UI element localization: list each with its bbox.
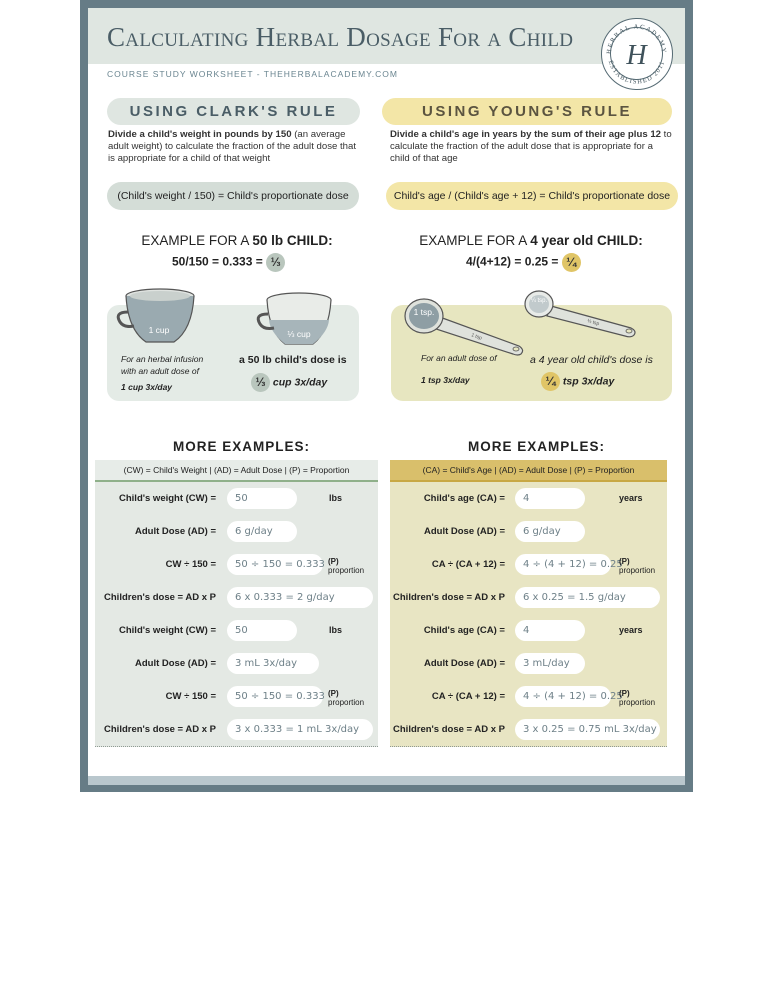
- seal-letter: H: [626, 40, 647, 71]
- fraction-badge: ¼: [541, 372, 560, 391]
- unit-label: lbs: [329, 493, 343, 503]
- row-label: Child's age (CA) =: [423, 493, 505, 504]
- unit-label: years: [619, 493, 643, 503]
- clarks-rule-description: Divide a child's weight in pounds by 150 (an average adult weight) to calculate the fraction of the adult dose that is appropriate for a child of that weight: [108, 129, 356, 164]
- row-label: CA ÷ (CA + 12) =: [431, 559, 505, 570]
- table-row: [95, 548, 378, 582]
- clarks-rule-heading: USING CLARK'S RULE: [107, 98, 360, 125]
- value-field: 6 x 0.25 = 1.5 g/day: [515, 587, 660, 608]
- youngs-rule-heading: USING YOUNG'S RULE: [382, 98, 672, 125]
- value-field: 3 mL/day: [515, 653, 585, 674]
- page-subtitle: COURSE STUDY WORKSHEET - THEHERBALACADEMY.COM: [107, 69, 398, 79]
- young-legend: (CA) = Child's Age | (AD) = Adult Dose | (P) = Proportion: [390, 460, 667, 482]
- page-title: Calculating Herbal Dosage For a Child: [107, 22, 574, 52]
- value-field: 3 x 0.25 = 0.75 mL 3x/day: [515, 719, 660, 740]
- svg-text:⅓ cup: ⅓ cup: [287, 329, 311, 339]
- clark-example-equation: 50/150 = 0.333 = ⅓: [172, 253, 285, 272]
- value-field: 4 ÷ (4 + 12) = 0.25: [515, 554, 611, 575]
- measuring-spoon-icon: [521, 284, 651, 344]
- clark-legend: (CW) = Child's Weight | (AD) = Adult Dose | (P) = Proportion: [95, 460, 378, 482]
- seal-bottom-text: ESTABLISHED 2011: [606, 59, 667, 86]
- value-field: 50 ÷ 150 = 0.333: [227, 686, 323, 707]
- table-row: [390, 713, 667, 747]
- clark-adult-dose-note: For an herbal infusion with an adult dose of 1 cup 3x/day: [121, 354, 204, 392]
- value-field: 6 g/day: [515, 521, 585, 542]
- table-row: [95, 482, 378, 516]
- table-row: [95, 680, 378, 714]
- fraction-badge: ¼: [562, 253, 581, 272]
- young-example-equation: 4/(4+12) = 0.25 = ¼: [466, 253, 581, 272]
- value-field: 4: [515, 488, 585, 509]
- proportion-marker: (P) proportion: [328, 557, 365, 575]
- value-field: 50 ÷ 150 = 0.333: [227, 554, 323, 575]
- clarks-rule-formula: (Child's weight / 150) = Child's proportionate dose: [107, 182, 359, 210]
- cup-icon: [255, 290, 341, 352]
- young-adult-dose-note: For an adult dose of 1 tsp 3x/day: [421, 353, 497, 385]
- proportion-marker: (P) proportion: [619, 689, 656, 707]
- clark-child-dose-label: a 50 lb child's dose is: [239, 354, 347, 366]
- clark-example-title: EXAMPLE FOR A 50 lb CHILD:: [141, 233, 333, 248]
- row-label: CA ÷ (CA + 12) =: [431, 691, 505, 702]
- proportion-marker: (P) proportion: [619, 557, 656, 575]
- measuring-spoon-icon: [401, 288, 531, 360]
- row-label: CW ÷ 150 =: [165, 559, 216, 570]
- clark-child-dose-value: ⅓ cup 3x/day: [251, 373, 327, 392]
- row-label: Adult Dose (AD) =: [423, 658, 505, 669]
- youngs-rule-formula: Child's age / (Child's age + 12) = Child's proportionate dose: [386, 182, 678, 210]
- row-label: Adult Dose (AD) =: [423, 526, 505, 537]
- table-row: [390, 548, 667, 582]
- clark-more-examples-heading: MORE EXAMPLES:: [173, 439, 311, 454]
- svg-text:¼ tsp.: ¼ tsp.: [530, 298, 548, 304]
- table-row: [95, 581, 378, 616]
- unit-label: years: [619, 625, 643, 635]
- value-field: 50: [227, 488, 297, 509]
- row-label: Adult Dose (AD) =: [134, 526, 216, 537]
- worksheet: [88, 8, 685, 776]
- value-field: 4: [515, 620, 585, 641]
- row-label: Child's age (CA) =: [423, 625, 505, 636]
- young-example-title: EXAMPLE FOR A 4 year old CHILD:: [419, 233, 643, 248]
- row-label: CW ÷ 150 =: [165, 691, 216, 702]
- fraction-badge: ⅓: [266, 253, 285, 272]
- value-field: 50: [227, 620, 297, 641]
- value-field: 6 g/day: [227, 521, 297, 542]
- fraction-badge: ⅓: [251, 373, 270, 392]
- youngs-rule-description: Divide a child's age in years by the sum of their age plus 12 to calculate the fraction of the adult dose that is appropriate for a child of that age: [390, 129, 672, 164]
- young-child-dose-label: a 4 year old child's dose is: [530, 354, 653, 366]
- seal-top-text: HERBAL ACADEMY: [605, 23, 668, 55]
- table-row: [390, 515, 667, 549]
- row-label: Children's dose = AD x P: [393, 724, 505, 735]
- row-label: Child's weight (CW) =: [119, 493, 216, 504]
- row-label: Children's dose = AD x P: [393, 592, 505, 603]
- row-label: Children's dose = AD x P: [104, 724, 216, 735]
- row-label: Child's weight (CW) =: [119, 625, 216, 636]
- herbal-academy-seal-logo: [601, 18, 673, 90]
- row-label: Children's dose = AD x P: [104, 592, 216, 603]
- table-row: [390, 482, 667, 516]
- young-more-examples-heading: MORE EXAMPLES:: [468, 439, 606, 454]
- value-field: 3 x 0.333 = 1 mL 3x/day: [227, 719, 373, 740]
- table-row: [95, 515, 378, 549]
- svg-text:1 cup: 1 cup: [148, 325, 170, 335]
- svg-text:¼ tsp: ¼ tsp: [586, 318, 600, 328]
- young-child-dose-value: ¼ tsp 3x/day: [541, 372, 614, 391]
- proportion-marker: (P) proportion: [328, 689, 365, 707]
- table-row: [95, 614, 378, 648]
- bottom-strip: [88, 776, 685, 785]
- value-field: 6 x 0.333 = 2 g/day: [227, 587, 373, 608]
- table-row: [390, 614, 667, 648]
- unit-label: lbs: [329, 625, 343, 635]
- table-row: [390, 581, 667, 616]
- value-field: 4 ÷ (4 + 12) = 0.25: [515, 686, 611, 707]
- table-row: [95, 647, 378, 681]
- svg-text:1 tsp.: 1 tsp.: [413, 307, 435, 317]
- cup-icon: [116, 286, 206, 350]
- table-row: [390, 647, 667, 681]
- row-label: Adult Dose (AD) =: [134, 658, 216, 669]
- svg-text:1 tsp: 1 tsp: [470, 332, 483, 342]
- value-field: 3 mL 3x/day: [227, 653, 319, 674]
- table-row: [390, 680, 667, 714]
- table-row: [95, 713, 378, 747]
